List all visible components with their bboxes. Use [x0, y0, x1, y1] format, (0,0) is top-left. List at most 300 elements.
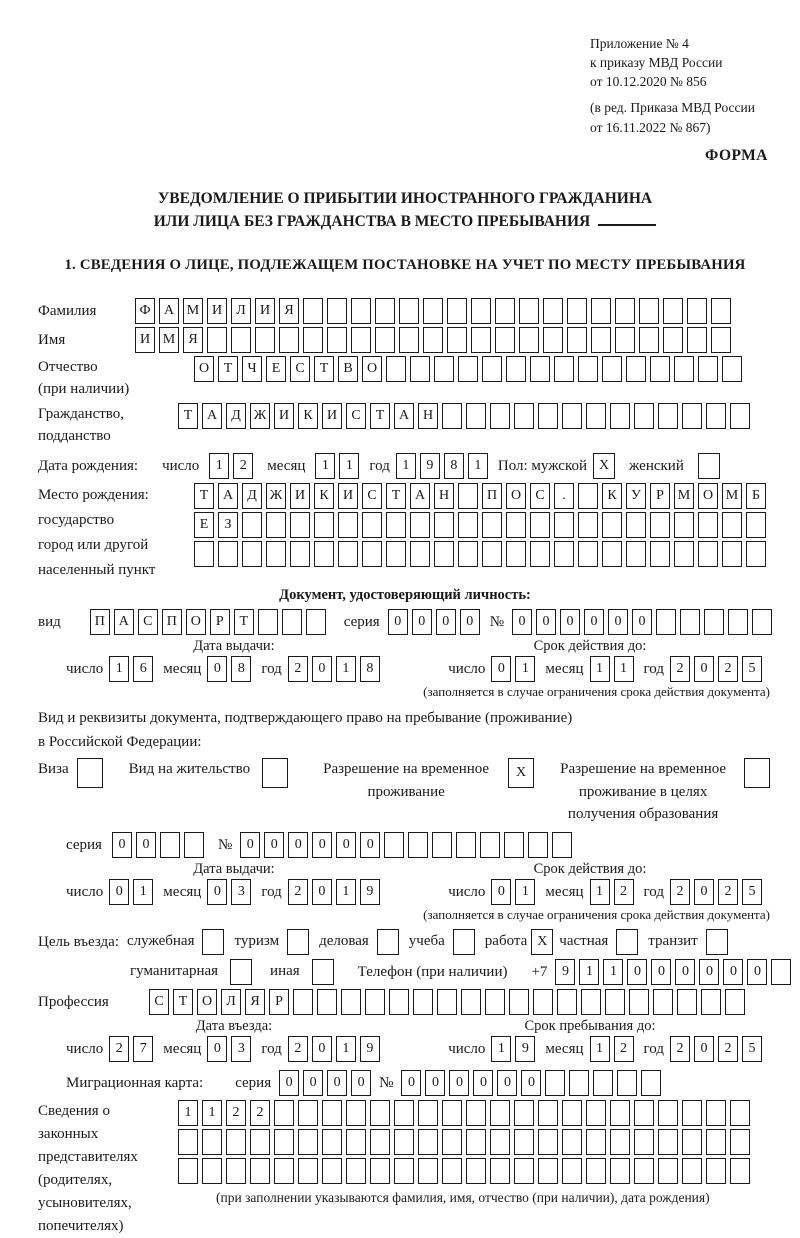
form-cell[interactable]: 1 — [515, 656, 535, 682]
form-cell[interactable]: 0 — [288, 832, 308, 858]
form-cell[interactable]: 2 — [718, 879, 738, 905]
form-cell[interactable] — [442, 1100, 462, 1126]
form-cell[interactable] — [581, 989, 601, 1015]
form-cell[interactable]: С — [290, 356, 310, 382]
form-cell[interactable]: 1 — [491, 1036, 511, 1062]
form-cell[interactable]: 1 — [339, 453, 359, 479]
form-cell[interactable] — [178, 1129, 198, 1155]
form-cell[interactable]: 0 — [388, 609, 408, 635]
form-cell[interactable] — [730, 1129, 750, 1155]
form-cell[interactable]: 0 — [584, 609, 604, 635]
form-cell[interactable]: 0 — [136, 832, 156, 858]
form-cell[interactable] — [653, 989, 673, 1015]
form-cell[interactable]: А — [202, 403, 222, 429]
form-cell[interactable] — [370, 1129, 390, 1155]
form-cell[interactable] — [314, 541, 334, 567]
form-cell[interactable]: С — [530, 483, 550, 509]
form-cell[interactable] — [504, 832, 524, 858]
form-cell[interactable] — [567, 327, 587, 353]
form-cell[interactable] — [394, 1158, 414, 1184]
form-cell[interactable] — [569, 1070, 589, 1096]
form-cell[interactable] — [346, 1100, 366, 1126]
purpose-sluzhebnaya-checkbox[interactable] — [202, 929, 224, 955]
purpose-gumanitarnaya-checkbox[interactable] — [230, 959, 252, 985]
form-cell[interactable]: 1 — [336, 879, 356, 905]
form-cell[interactable]: 8 — [360, 656, 380, 682]
form-cell[interactable] — [266, 541, 286, 567]
form-cell[interactable]: П — [162, 609, 182, 635]
form-cell[interactable] — [298, 1129, 318, 1155]
form-cell[interactable] — [314, 512, 334, 538]
form-cell[interactable]: 1 — [590, 879, 610, 905]
form-cell[interactable] — [480, 832, 500, 858]
form-cell[interactable]: 5 — [742, 1036, 762, 1062]
form-cell[interactable]: 3 — [231, 1036, 251, 1062]
form-cell[interactable] — [351, 298, 371, 324]
form-cell[interactable] — [605, 989, 625, 1015]
form-cell[interactable] — [362, 541, 382, 567]
form-cell[interactable] — [207, 327, 227, 353]
form-cell[interactable]: 0 — [632, 609, 652, 635]
form-cell[interactable] — [586, 1158, 606, 1184]
form-cell[interactable]: Ч — [242, 356, 262, 382]
form-cell[interactable]: Р — [650, 483, 670, 509]
form-cell[interactable] — [303, 298, 323, 324]
form-cell[interactable] — [226, 1129, 246, 1155]
form-cell[interactable]: 1 — [202, 1100, 222, 1126]
form-cell[interactable] — [578, 512, 598, 538]
form-cell[interactable] — [530, 356, 550, 382]
form-cell[interactable]: М — [183, 298, 203, 324]
form-cell[interactable]: 1 — [336, 1036, 356, 1062]
form-cell[interactable] — [658, 1100, 678, 1126]
form-cell[interactable]: 0 — [699, 959, 719, 985]
form-cell[interactable]: 2 — [288, 879, 308, 905]
form-cell[interactable]: И — [207, 298, 227, 324]
form-cell[interactable] — [362, 512, 382, 538]
form-cell[interactable]: 9 — [555, 959, 575, 985]
form-cell[interactable] — [410, 356, 430, 382]
form-cell[interactable] — [394, 1129, 414, 1155]
form-cell[interactable] — [389, 989, 409, 1015]
form-cell[interactable] — [538, 1158, 558, 1184]
form-cell[interactable] — [399, 327, 419, 353]
form-cell[interactable] — [418, 1129, 438, 1155]
form-cell[interactable] — [184, 832, 204, 858]
form-cell[interactable] — [202, 1129, 222, 1155]
form-cell[interactable] — [471, 298, 491, 324]
form-cell[interactable]: И — [274, 403, 294, 429]
form-cell[interactable]: 1 — [590, 656, 610, 682]
form-cell[interactable]: 0 — [512, 609, 532, 635]
form-cell[interactable] — [528, 832, 548, 858]
form-cell[interactable] — [554, 512, 574, 538]
form-cell[interactable] — [466, 1129, 486, 1155]
form-cell[interactable] — [658, 403, 678, 429]
form-cell[interactable]: 0 — [327, 1070, 347, 1096]
form-cell[interactable] — [706, 403, 726, 429]
form-cell[interactable] — [413, 989, 433, 1015]
form-cell[interactable]: Т — [386, 483, 406, 509]
form-cell[interactable]: 0 — [497, 1070, 517, 1096]
form-cell[interactable] — [545, 1070, 565, 1096]
purpose-turizm-checkbox[interactable] — [287, 929, 309, 955]
form-cell[interactable] — [485, 989, 505, 1015]
form-cell[interactable] — [482, 356, 502, 382]
form-cell[interactable] — [562, 403, 582, 429]
form-cell[interactable] — [408, 832, 428, 858]
form-cell[interactable]: 0 — [351, 1070, 371, 1096]
form-cell[interactable] — [384, 832, 404, 858]
form-cell[interactable] — [458, 512, 478, 538]
form-cell[interactable] — [410, 541, 430, 567]
form-cell[interactable] — [682, 1158, 702, 1184]
temp-permit-checkbox[interactable]: X — [508, 758, 534, 788]
form-cell[interactable] — [418, 1158, 438, 1184]
form-cell[interactable]: 5 — [742, 656, 762, 682]
form-cell[interactable] — [533, 989, 553, 1015]
form-cell[interactable] — [682, 403, 702, 429]
form-cell[interactable]: 0 — [312, 879, 332, 905]
form-cell[interactable]: 0 — [723, 959, 743, 985]
form-cell[interactable]: А — [394, 403, 414, 429]
form-cell[interactable]: 2 — [614, 1036, 634, 1062]
sex-male-checkbox[interactable]: X — [593, 453, 615, 479]
form-cell[interactable] — [418, 1100, 438, 1126]
form-cell[interactable]: 0 — [240, 832, 260, 858]
purpose-ucheba-checkbox[interactable] — [453, 929, 475, 955]
form-cell[interactable] — [722, 356, 742, 382]
form-cell[interactable] — [506, 356, 526, 382]
form-cell[interactable]: Я — [183, 327, 203, 353]
form-cell[interactable] — [514, 1129, 534, 1155]
form-cell[interactable] — [458, 541, 478, 567]
form-cell[interactable] — [442, 1129, 462, 1155]
form-cell[interactable] — [218, 541, 238, 567]
form-cell[interactable] — [365, 989, 385, 1015]
form-cell[interactable] — [442, 403, 462, 429]
form-cell[interactable] — [250, 1158, 270, 1184]
form-cell[interactable] — [578, 541, 598, 567]
form-cell[interactable] — [338, 512, 358, 538]
form-cell[interactable]: З — [218, 512, 238, 538]
form-cell[interactable] — [634, 1158, 654, 1184]
form-cell[interactable]: 8 — [231, 656, 251, 682]
form-cell[interactable]: 9 — [420, 453, 440, 479]
form-cell[interactable] — [711, 298, 731, 324]
form-cell[interactable]: 2 — [670, 656, 690, 682]
form-cell[interactable]: 0 — [412, 609, 432, 635]
form-cell[interactable]: 1 — [109, 656, 129, 682]
form-cell[interactable] — [538, 1100, 558, 1126]
form-cell[interactable] — [514, 403, 534, 429]
form-cell[interactable] — [746, 541, 766, 567]
form-cell[interactable] — [562, 1129, 582, 1155]
form-cell[interactable]: П — [90, 609, 110, 635]
purpose-tranzit-checkbox[interactable] — [706, 929, 728, 955]
form-cell[interactable] — [447, 327, 467, 353]
form-cell[interactable]: Т — [314, 356, 334, 382]
form-cell[interactable]: О — [197, 989, 217, 1015]
form-cell[interactable]: Я — [245, 989, 265, 1015]
form-cell[interactable] — [386, 356, 406, 382]
form-cell[interactable] — [554, 356, 574, 382]
form-cell[interactable] — [656, 609, 676, 635]
form-cell[interactable] — [634, 403, 654, 429]
form-cell[interactable] — [602, 541, 622, 567]
form-cell[interactable] — [704, 609, 724, 635]
form-cell[interactable] — [423, 298, 443, 324]
form-cell[interactable]: 9 — [360, 1036, 380, 1062]
form-cell[interactable] — [482, 512, 502, 538]
form-cell[interactable]: 0 — [207, 656, 227, 682]
form-cell[interactable]: А — [114, 609, 134, 635]
form-cell[interactable] — [674, 356, 694, 382]
form-cell[interactable]: 1 — [209, 453, 229, 479]
form-cell[interactable] — [615, 327, 635, 353]
form-cell[interactable] — [698, 512, 718, 538]
form-cell[interactable]: 9 — [360, 879, 380, 905]
form-cell[interactable]: Т — [370, 403, 390, 429]
form-cell[interactable]: 1 — [603, 959, 623, 985]
form-cell[interactable] — [394, 1100, 414, 1126]
form-cell[interactable]: 0 — [473, 1070, 493, 1096]
form-cell[interactable]: 1 — [336, 656, 356, 682]
form-cell[interactable]: М — [722, 483, 742, 509]
form-cell[interactable]: И — [338, 483, 358, 509]
form-cell[interactable]: 2 — [670, 879, 690, 905]
form-cell[interactable] — [346, 1129, 366, 1155]
form-cell[interactable] — [458, 483, 478, 509]
form-cell[interactable] — [509, 989, 529, 1015]
form-cell[interactable]: О — [506, 483, 526, 509]
form-cell[interactable] — [231, 327, 251, 353]
form-cell[interactable]: 1 — [468, 453, 488, 479]
form-cell[interactable]: Н — [434, 483, 454, 509]
form-cell[interactable]: С — [346, 403, 366, 429]
form-cell[interactable] — [242, 541, 262, 567]
form-cell[interactable]: 0 — [436, 609, 456, 635]
form-cell[interactable] — [466, 1100, 486, 1126]
form-cell[interactable] — [274, 1158, 294, 1184]
form-cell[interactable] — [771, 959, 791, 985]
form-cell[interactable]: 2 — [233, 453, 253, 479]
form-cell[interactable]: 0 — [536, 609, 556, 635]
form-cell[interactable]: У — [626, 483, 646, 509]
form-cell[interactable] — [586, 1129, 606, 1155]
form-cell[interactable] — [506, 541, 526, 567]
form-cell[interactable]: И — [135, 327, 155, 353]
form-cell[interactable] — [194, 541, 214, 567]
form-cell[interactable] — [722, 541, 742, 567]
form-cell[interactable]: С — [149, 989, 169, 1015]
form-cell[interactable]: 2 — [226, 1100, 246, 1126]
form-cell[interactable] — [290, 512, 310, 538]
form-cell[interactable] — [410, 512, 430, 538]
form-cell[interactable]: 0 — [312, 1036, 332, 1062]
form-cell[interactable] — [530, 512, 550, 538]
form-cell[interactable]: Д — [226, 403, 246, 429]
form-cell[interactable]: Е — [266, 356, 286, 382]
form-cell[interactable]: Т — [234, 609, 254, 635]
form-cell[interactable]: Н — [418, 403, 438, 429]
form-cell[interactable]: Л — [221, 989, 241, 1015]
form-cell[interactable] — [650, 541, 670, 567]
form-cell[interactable] — [298, 1158, 318, 1184]
form-cell[interactable] — [562, 1158, 582, 1184]
purpose-chastnaya-checkbox[interactable] — [616, 929, 638, 955]
form-cell[interactable]: 2 — [718, 1036, 738, 1062]
form-cell[interactable] — [752, 609, 772, 635]
form-cell[interactable] — [562, 1100, 582, 1126]
form-cell[interactable] — [434, 512, 454, 538]
form-cell[interactable]: 0 — [694, 656, 714, 682]
form-cell[interactable]: Т — [194, 483, 214, 509]
form-cell[interactable] — [730, 1158, 750, 1184]
form-cell[interactable] — [514, 1158, 534, 1184]
form-cell[interactable]: 0 — [694, 879, 714, 905]
form-cell[interactable]: 0 — [360, 832, 380, 858]
form-cell[interactable]: Т — [173, 989, 193, 1015]
form-cell[interactable] — [317, 989, 337, 1015]
form-cell[interactable] — [293, 989, 313, 1015]
form-cell[interactable]: 0 — [279, 1070, 299, 1096]
form-cell[interactable]: 2 — [670, 1036, 690, 1062]
form-cell[interactable] — [650, 512, 670, 538]
form-cell[interactable]: . — [554, 483, 574, 509]
form-cell[interactable] — [303, 327, 323, 353]
form-cell[interactable]: О — [186, 609, 206, 635]
form-cell[interactable]: Л — [231, 298, 251, 324]
form-cell[interactable] — [728, 609, 748, 635]
form-cell[interactable] — [746, 512, 766, 538]
form-cell[interactable] — [626, 541, 646, 567]
form-cell[interactable] — [290, 541, 310, 567]
form-cell[interactable] — [610, 1158, 630, 1184]
form-cell[interactable] — [567, 298, 587, 324]
form-cell[interactable]: 2 — [109, 1036, 129, 1062]
form-cell[interactable]: А — [218, 483, 238, 509]
form-cell[interactable] — [602, 512, 622, 538]
form-cell[interactable] — [490, 1129, 510, 1155]
form-cell[interactable] — [641, 1070, 661, 1096]
form-cell[interactable]: О — [194, 356, 214, 382]
form-cell[interactable] — [466, 1158, 486, 1184]
form-cell[interactable]: О — [698, 483, 718, 509]
form-cell[interactable]: Р — [269, 989, 289, 1015]
form-cell[interactable] — [338, 541, 358, 567]
form-cell[interactable]: 0 — [312, 832, 332, 858]
form-cell[interactable] — [423, 327, 443, 353]
form-cell[interactable] — [639, 298, 659, 324]
form-cell[interactable]: 1 — [315, 453, 335, 479]
form-cell[interactable]: Е — [194, 512, 214, 538]
form-cell[interactable] — [663, 327, 683, 353]
purpose-rabota-checkbox[interactable]: X — [531, 929, 553, 955]
form-cell[interactable]: 0 — [312, 656, 332, 682]
form-cell[interactable] — [461, 989, 481, 1015]
form-cell[interactable] — [226, 1158, 246, 1184]
form-cell[interactable] — [322, 1100, 342, 1126]
form-cell[interactable]: М — [159, 327, 179, 353]
form-cell[interactable]: 0 — [560, 609, 580, 635]
form-cell[interactable]: 0 — [425, 1070, 445, 1096]
form-cell[interactable]: 0 — [336, 832, 356, 858]
form-cell[interactable]: И — [322, 403, 342, 429]
form-cell[interactable]: 3 — [231, 879, 251, 905]
form-cell[interactable] — [274, 1129, 294, 1155]
form-cell[interactable] — [490, 403, 510, 429]
form-cell[interactable]: 0 — [694, 1036, 714, 1062]
form-cell[interactable]: 7 — [133, 1036, 153, 1062]
form-cell[interactable] — [490, 1100, 510, 1126]
form-cell[interactable] — [722, 512, 742, 538]
form-cell[interactable]: Д — [242, 483, 262, 509]
form-cell[interactable] — [458, 356, 478, 382]
form-cell[interactable]: 2 — [288, 1036, 308, 1062]
form-cell[interactable]: 0 — [449, 1070, 469, 1096]
form-cell[interactable]: О — [362, 356, 382, 382]
form-cell[interactable] — [255, 327, 275, 353]
form-cell[interactable] — [370, 1100, 390, 1126]
form-cell[interactable] — [495, 298, 515, 324]
form-cell[interactable]: 2 — [250, 1100, 270, 1126]
form-cell[interactable] — [543, 327, 563, 353]
form-cell[interactable]: И — [290, 483, 310, 509]
form-cell[interactable]: Ж — [266, 483, 286, 509]
form-cell[interactable] — [725, 989, 745, 1015]
form-cell[interactable] — [375, 298, 395, 324]
form-cell[interactable] — [282, 609, 302, 635]
form-cell[interactable] — [639, 327, 659, 353]
form-cell[interactable]: 1 — [133, 879, 153, 905]
form-cell[interactable] — [466, 403, 486, 429]
form-cell[interactable] — [591, 327, 611, 353]
form-cell[interactable] — [346, 1158, 366, 1184]
form-cell[interactable]: П — [482, 483, 502, 509]
form-cell[interactable] — [250, 1129, 270, 1155]
form-cell[interactable]: С — [362, 483, 382, 509]
form-cell[interactable] — [202, 1158, 222, 1184]
form-cell[interactable] — [626, 356, 646, 382]
form-cell[interactable]: 9 — [515, 1036, 535, 1062]
form-cell[interactable] — [658, 1158, 678, 1184]
form-cell[interactable] — [701, 989, 721, 1015]
form-cell[interactable] — [471, 327, 491, 353]
form-cell[interactable]: 0 — [608, 609, 628, 635]
form-cell[interactable] — [593, 1070, 613, 1096]
purpose-delovaya-checkbox[interactable] — [377, 929, 399, 955]
form-cell[interactable] — [682, 1129, 702, 1155]
form-cell[interactable] — [434, 356, 454, 382]
form-cell[interactable]: 0 — [491, 879, 511, 905]
form-cell[interactable] — [554, 541, 574, 567]
form-cell[interactable] — [706, 1158, 726, 1184]
form-cell[interactable]: 0 — [651, 959, 671, 985]
form-cell[interactable]: 0 — [112, 832, 132, 858]
form-cell[interactable] — [610, 403, 630, 429]
form-cell[interactable]: К — [314, 483, 334, 509]
form-cell[interactable]: 0 — [109, 879, 129, 905]
form-cell[interactable] — [322, 1129, 342, 1155]
residence-permit-checkbox[interactable] — [262, 758, 288, 788]
form-cell[interactable] — [490, 1158, 510, 1184]
form-cell[interactable] — [370, 1158, 390, 1184]
form-cell[interactable]: 1 — [515, 879, 535, 905]
form-cell[interactable] — [698, 541, 718, 567]
form-cell[interactable] — [617, 1070, 637, 1096]
form-cell[interactable]: Т — [178, 403, 198, 429]
